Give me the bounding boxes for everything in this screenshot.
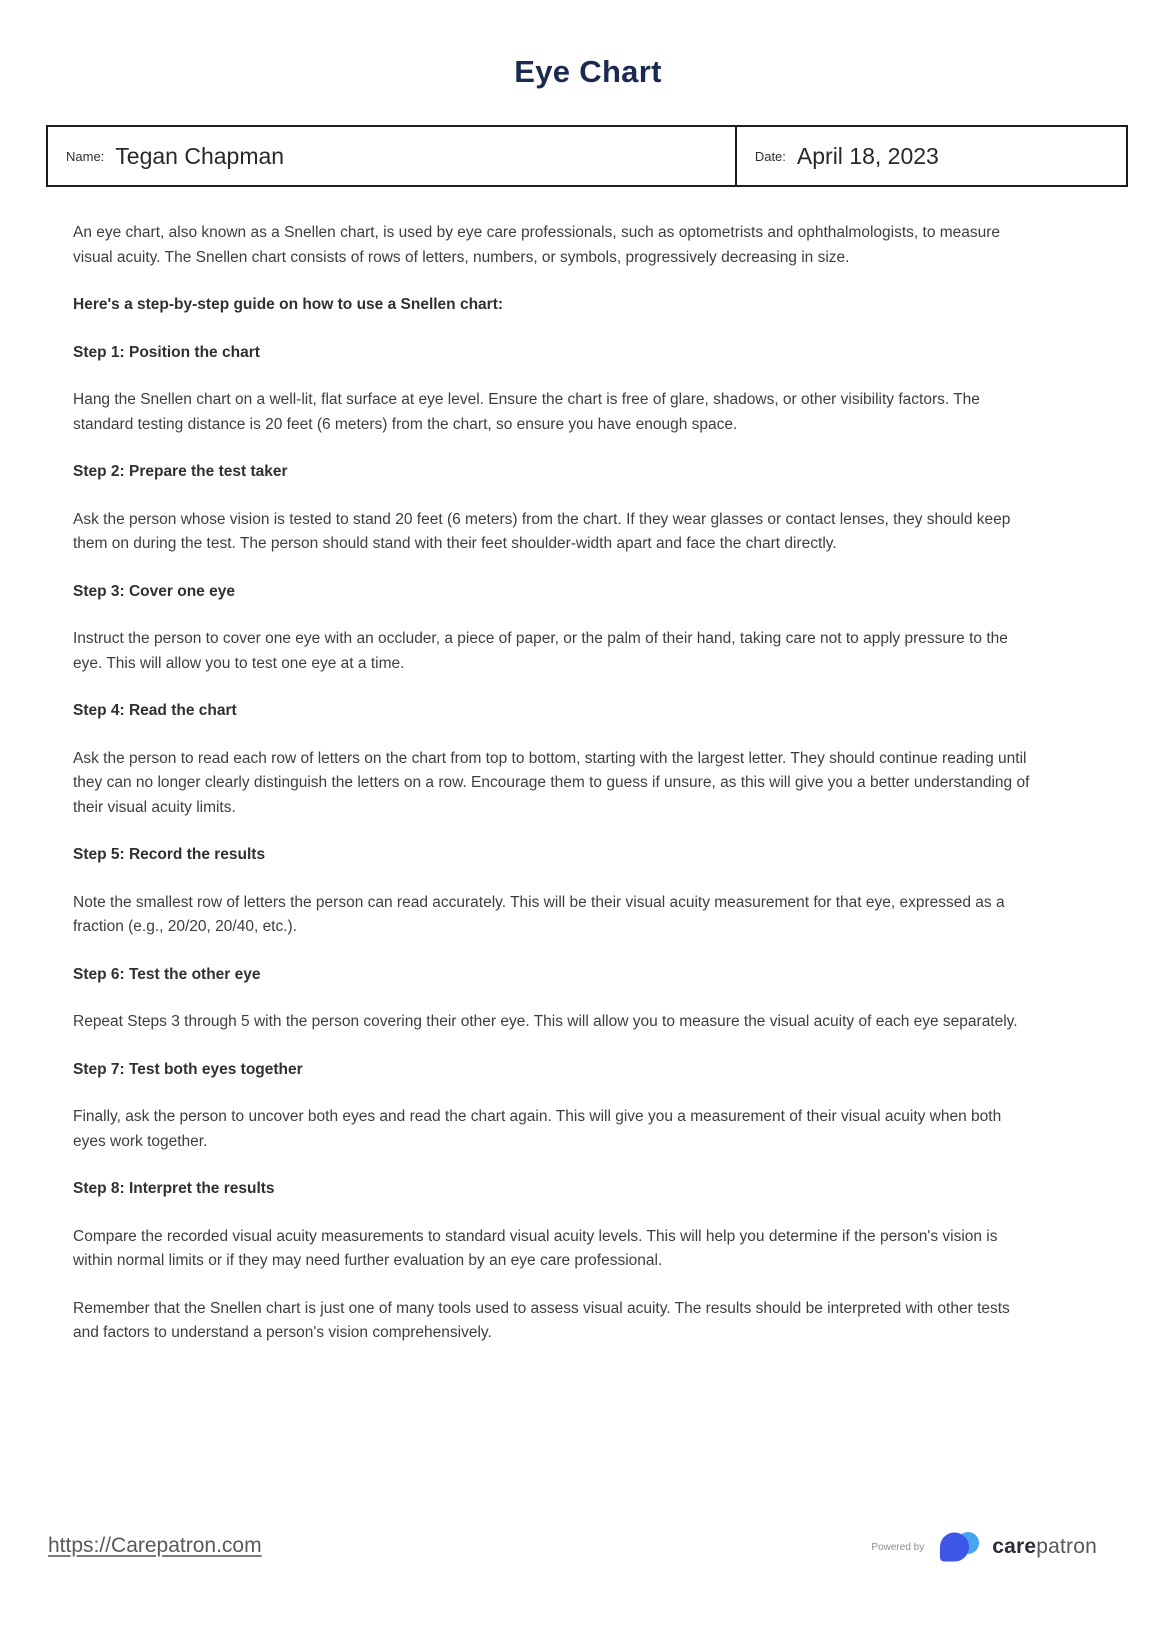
document-body: [73, 221, 1031, 1369]
step-4-heading: Step 4: Read the chart: [73, 702, 237, 719]
powered-by-block: [871, 1530, 1097, 1564]
step-4-body: Ask the person to read each row of letters on the chart from top to bottom, starting with the largest letter. They should continue reading until they can no longer clearly distinguish the letters on a row. Encourage them to guess if unsure, as this will give you a better understanding of their visual acuity limits.: [73, 749, 1030, 816]
step-3-heading: Step 3: Cover one eye: [73, 582, 235, 600]
step-2-heading: Step 2: Prepare the test taker: [73, 463, 288, 480]
step-6-heading: Step 6: Test the other eye: [73, 965, 261, 983]
step-8-body: Compare the recorded visual acuity measurements to standard visual acuity levels. This will help you determine if the person's vision is within normal limits or if they may need further evaluation by an eye care professional.: [73, 1227, 998, 1269]
name-label: Name:: [66, 148, 105, 164]
intro-paragraph: An eye chart, also known as a Snellen chart, is used by eye care professionals, such as optometrists and ophthalmologists, to measure visual acuity. The Snellen chart consists of rows of letters, numbers, or symbols, progressively decreasing in size.: [73, 224, 1001, 266]
step-2-body: Ask the person whose vision is tested to stand 20 feet (6 meters) from the chart. If they wear glasses or contact lenses, they should keep them on during the test. The person should stand with their feet shoulder-width apart and face the chart directly.: [73, 510, 1011, 552]
step-1-body: Hang the Snellen chart on a well-lit, flat surface at eye level. Ensure the chart is free of glare, shadows, or other visibility factors. The standard testing distance is 20 feet (6 meters) from the chart, so ensure you have enough space.: [73, 391, 980, 433]
date-field[interactable]: April 18, 2023: [796, 142, 939, 169]
powered-by-label: Powered by: [871, 1541, 925, 1553]
step-8-heading: Step 8: Interpret the results: [73, 1180, 275, 1197]
closing-paragraph: Remember that the Snellen chart is just one of many tools used to assess visual acuity. The results should be interpreted with other tests and factors to understand a person's vision comprehensively.: [73, 1299, 1010, 1341]
step-6-body: Repeat Steps 3 through 5 with the person covering their other eye. This will allow you to measure the visual acuity of each eye separately.: [73, 1013, 1018, 1030]
brand-care-text: care: [992, 1535, 1037, 1558]
guide-heading: Here's a step-by-step guide on how to use a Snellen chart:: [73, 296, 504, 313]
carepatron-logo-icon: [937, 1530, 981, 1564]
step-7-body: Finally, ask the person to uncover both eyes and read the chart again. This will give you a measurement of their visual acuity when both eyes work together.: [73, 1108, 1002, 1150]
page-title: Eye Chart: [514, 54, 662, 89]
date-field-cell: [737, 127, 1126, 185]
step-1-heading: Step 1: Position the chart: [73, 343, 260, 361]
date-label: Date:: [754, 148, 786, 164]
brand-patron-text: patron: [1036, 1535, 1097, 1558]
step-3-body: Instruct the person to cover one eye with an occluder, a piece of paper, or the palm of their hand, taking care not to apply pressure to the eye. This will allow you to test one eye at a time.: [73, 630, 1008, 672]
carepatron-link[interactable]: https://Carepatron.com: [48, 1534, 262, 1557]
name-field-cell: [48, 127, 737, 185]
name-field[interactable]: Tegan Chapman: [115, 142, 285, 169]
name-date-table: [46, 125, 1128, 187]
step-5-body: Note the smallest row of letters the person can read accurately. This will be their visual acuity measurement for that eye, expressed as a fraction (e.g., 20/20, 20/40, etc.).: [73, 893, 1005, 935]
step-7-heading: Step 7: Test both eyes together: [73, 1060, 303, 1078]
carepatron-wordmark: [992, 1535, 1097, 1559]
step-5-heading: Step 5: Record the results: [73, 846, 266, 863]
